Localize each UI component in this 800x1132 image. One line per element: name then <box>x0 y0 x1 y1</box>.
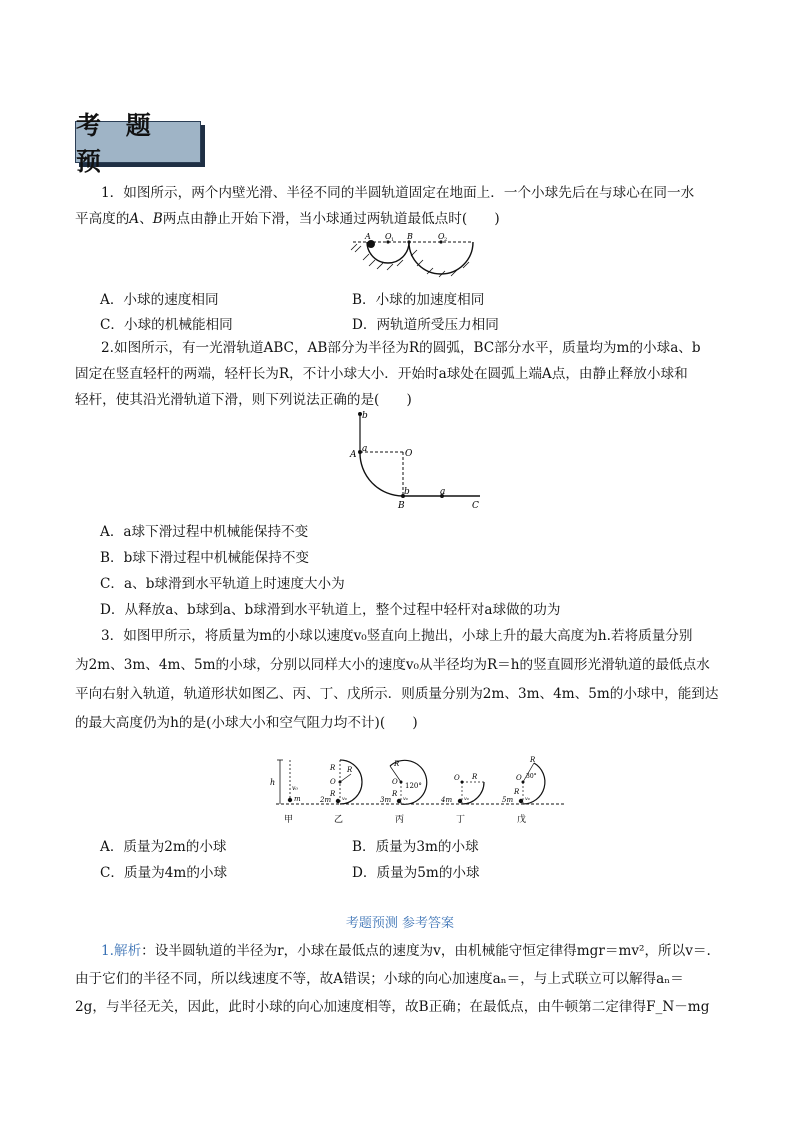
q2-option-c[interactable]: C．a、b球滑到水平轨道上时速度大小为 <box>100 576 345 592</box>
q1-option-a[interactable]: A．小球的速度相同 <box>100 292 219 308</box>
q2-stem <box>75 335 725 413</box>
q1-fig-O1: O <box>385 232 392 241</box>
svg-text:v₀: v₀ <box>464 796 469 802</box>
q2-figure <box>340 408 490 512</box>
svg-text:R: R <box>394 760 400 768</box>
q1-option-c[interactable]: C．小球的机械能相同 <box>100 317 233 333</box>
q1-option-d[interactable]: D．两轨道所受压力相同 <box>352 317 499 333</box>
q1-line1: 1．如图所示，两个内壁光滑、半径不同的半圆轨道固定在地面上．一个小球先后在与球心在同一水 <box>101 185 695 201</box>
q2-fig-a-bot: a <box>440 487 446 497</box>
svg-text:O: O <box>330 778 336 786</box>
q3-figure <box>268 752 568 826</box>
answer-label: 1.解析 <box>101 943 142 959</box>
q2-line3: 轻杆，使其沿光滑轨道下滑，则下列说法正确的是( ) <box>75 392 412 408</box>
svg-text:5m: 5m <box>502 796 514 804</box>
q1-line2: 平高度的A、B两点由静止开始下滑，当小球通过两轨道最低点时( ) <box>75 211 500 227</box>
q3-caption-wu: 戊 <box>517 815 527 825</box>
q3-line2: 为2m、3m、4m、5m的小球，分别以同样大小的速度v₀从半径均为R＝h的竖直圆形光滑轨道的最低点水 <box>75 657 710 673</box>
svg-text:v₀: v₀ <box>525 796 530 802</box>
svg-text:h: h <box>270 778 276 787</box>
q2-line2: 固定在竖直轻杆的两端，轻杆长为R，不计小球大小．开始时a球处在圆弧上端A点，由静止释放小球和 <box>75 366 688 382</box>
answer-body <box>75 937 725 1021</box>
q3-stem <box>75 622 725 738</box>
q1-option-b[interactable]: B．小球的加速度相同 <box>352 292 485 308</box>
q1-stem <box>75 180 725 232</box>
svg-text:v₀: v₀ <box>403 796 408 802</box>
q2-fig-a-mid: a <box>362 444 368 454</box>
svg-text:m: m <box>294 795 301 803</box>
banner-title: 考 题 预 <box>76 111 159 176</box>
svg-text:v₀: v₀ <box>292 785 298 792</box>
svg-text:O: O <box>454 774 460 782</box>
q3-option-a[interactable]: A．质量为2m的小球 <box>100 839 227 855</box>
q3-line1: 3．如图甲所示，将质量为m的小球以速度v₀竖直向上抛出，小球上升的最大高度为h.若将质量分别 <box>101 628 693 644</box>
q1-figure <box>345 230 475 278</box>
q2-option-b[interactable]: B．b球下滑过程中机械能保持不变 <box>100 550 310 566</box>
svg-text:3m: 3m <box>380 796 392 804</box>
svg-text:R: R <box>514 788 520 796</box>
svg-text:120°: 120° <box>405 782 422 790</box>
svg-text:1: 1 <box>391 237 395 243</box>
q3-caption-yi: 乙 <box>334 815 344 825</box>
q1-fig-O2: O <box>438 232 445 241</box>
q3-option-c[interactable]: C．质量为4m的小球 <box>100 865 228 881</box>
svg-text:2: 2 <box>444 237 448 243</box>
svg-text:O: O <box>392 778 398 786</box>
svg-text:R: R <box>472 773 478 781</box>
q2-fig-b-bot: b <box>404 487 410 497</box>
q3-line3: 平向右射入轨道，轨道形状如图乙、丙、丁、戊所示．则质量分别为2m、3m、4m、5m的小球中，能到达 <box>75 686 719 702</box>
svg-text:4m: 4m <box>441 796 453 804</box>
svg-text:30°: 30° <box>526 773 537 780</box>
answer-title: 考题预测 参考答案 <box>345 916 455 931</box>
q3-option-b[interactable]: B．质量为3m的小球 <box>352 839 479 855</box>
q2-fig-A: A <box>350 450 357 460</box>
q2-option-d[interactable]: D．从释放a、b球到a、b球滑到水平轨道上，整个过程中轻杆对a球做的功为 <box>100 602 561 618</box>
q1-fig-B: B <box>407 232 413 241</box>
q2-fig-O: O <box>405 449 413 459</box>
svg-text:R: R <box>530 756 536 764</box>
q3-option-d[interactable]: D．质量为5m的小球 <box>352 865 480 881</box>
q3-caption-jia: 甲 <box>284 815 294 825</box>
q2-option-a[interactable]: A．a球下滑过程中机械能保持不变 <box>100 524 309 540</box>
svg-text:R: R <box>330 764 336 772</box>
q3-caption-bing: 丙 <box>395 815 405 825</box>
q3-line4: 的最大高度仍为h的是(小球大小和空气阻力均不计)( ) <box>75 715 418 731</box>
q1-fig-A: A <box>365 232 371 241</box>
svg-text:R: R <box>392 790 398 798</box>
q3-caption-ding: 丁 <box>456 815 466 825</box>
svg-text:O: O <box>516 774 522 782</box>
section-banner <box>75 111 201 176</box>
q2-fig-C: C <box>472 501 479 511</box>
answer-line2: 由于它们的半径不同，所以线速度不等，故A错误；小球的向心加速度aₙ＝，与上式联立可以解得aₙ＝ <box>75 971 684 987</box>
q2-line1: 2.如图所示，有一光滑轨道ABC，AB部分为半径为R的圆弧，BC部分水平，质量均为m的小球a、b <box>101 340 701 356</box>
q1-ball <box>367 240 375 248</box>
q2-fig-B: B <box>398 501 405 511</box>
svg-text:R: R <box>347 766 353 774</box>
q2-fig-b-top: b <box>362 411 368 421</box>
svg-text:v₀: v₀ <box>342 796 347 802</box>
answer-line3: 2g，与半径无关，因此，此时小球的向心加速度相等，故B正确；在最低点，由牛顿第二定律得F_N－mg <box>75 999 710 1015</box>
svg-text:R: R <box>330 790 336 798</box>
svg-text:2m: 2m <box>320 796 332 804</box>
answer-line1: 1.解析：设半圆轨道的半径为r，小球在最低点的速度为v，由机械能守恒定律得mgr＝mv²，所以v＝. <box>101 943 711 959</box>
